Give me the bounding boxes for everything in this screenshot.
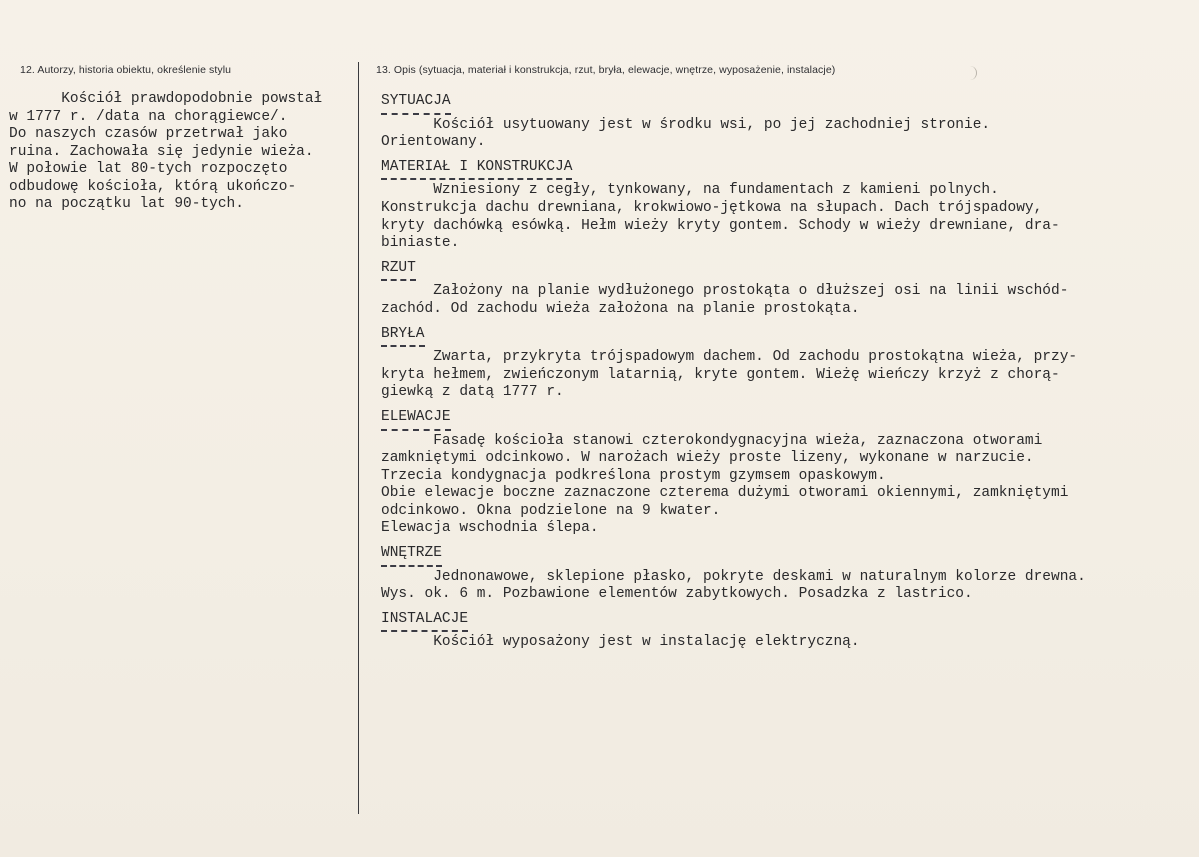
section-heading: WNĘTRZE [381,545,442,567]
field-13-label: 13. Opis (sytuacja, materiał i konstrukcja, rzut, bryła, elewacje, wnętrze, wyposażenie, instalacje) [376,64,836,76]
section-situation [381,90,1181,152]
section-body: Założony na planie wydłużonego prostokąta o dłuższej osi na linii wschód- zachód. Od zachodu wieża założona na planie prostokąta. [381,283,1069,317]
field-12-label: 12. Autorzy, historia obiektu, określenie stylu [20,64,232,76]
section-installations [381,608,1181,652]
section-body: Fasadę kościoła stanowi czterokondygnacyjna wieża, zaznaczona otworami zamkniętymi odcinkowo. W narożach wieży proste lizeny, wykonane w narzucie. Trzecia kondygnacja podkreślona prostym gzymsem opaskowym. Obie elewacje boczne zaznaczone czterema dużymi otworami okiennymi, zamkniętymi odcinkowo. Okna podzielone na 9 kwater. Elewacja wschodnia ślepa. [381,432,1069,537]
section-material [381,156,1181,253]
section-elevations [381,406,1181,538]
section-heading: ELEWACJE [381,409,451,431]
pencil-mark [968,66,977,80]
section-heading: SYTUACJA [381,93,451,115]
section-heading: INSTALACJE [381,611,468,633]
column-divider [358,62,359,814]
section-body: Jednonawowe, sklepione płasko, pokryte deskami w naturalnym kolorze drewna. Wys. ok. 6 m. Pozbawione elementów zabytkowych. Posadzka z lastrico. [381,568,1086,603]
section-interior [381,542,1181,604]
section-heading: MATERIAŁ I KONSTRUKCJA [381,159,572,181]
section-massing [381,323,1181,402]
section-body: Zwarta, przykryta trójspadowym dachem. Od zachodu prostokątna wieża, przy- kryta hełmem, zwieńczonym latarnią, kryte gontem. Wieżę wieńczy krzyż z chorą- giewką z datą 1777 r. [381,349,1078,401]
section-body: Kościół usytuowany jest w środku wsi, po jej zachodniej stronie. Orientowany. [381,116,991,151]
section-plan [381,257,1181,319]
history-text: Kościół prawdopodobnie powstał w 1777 r. /data na chorągiewce/. Do naszych czasów przetrwał jako ruina. Zachowała się jedynie wieża. W połowie lat 80-tych rozpoczęto odbudowę kościoła, którą ukończo- no na początku lat 90-tych. [9,91,323,212]
section-body: Wzniesiony z cegły, tynkowany, na fundamentach z kamieni polnych. Konstrukcja dachu drewniana, krokwiowo-jętkowa na słupach. Dach trójspadowy, kryty dachówką esówką. Hełm wieży kryty gontem. Schody w wieży drewniane, dra- biniaste. [381,182,1060,252]
description-column [381,90,1181,656]
section-heading: BRYŁA [381,326,425,348]
section-heading: RZUT [381,260,416,282]
section-body: Kościół wyposażony jest w instalację elektryczną. [381,634,860,651]
